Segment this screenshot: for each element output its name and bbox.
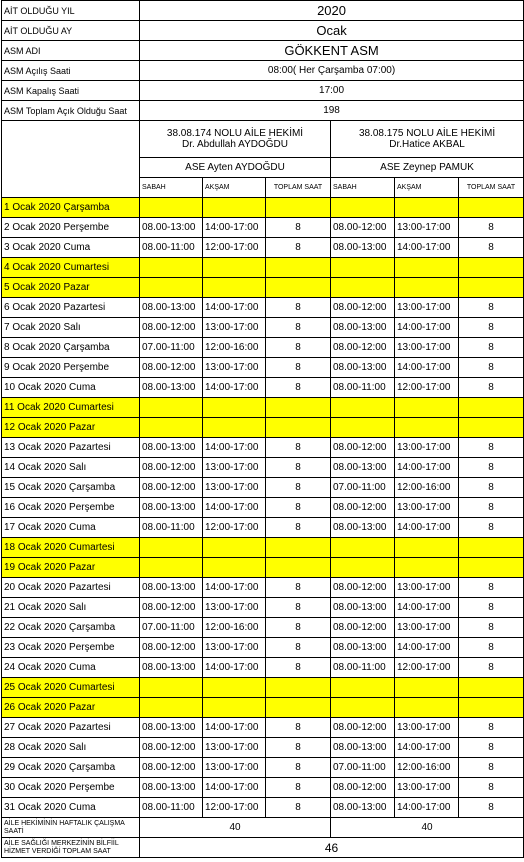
doctor-2-sabah: [331, 278, 395, 298]
doctor-1-aksam: 13:00-17:00: [203, 358, 266, 378]
day-date: 1 Ocak 2020 Çarşamba: [2, 198, 140, 218]
day-date: 30 Ocak 2020 Perşembe: [2, 778, 140, 798]
info-row-year: [2, 1, 524, 21]
day-date: 18 Ocak 2020 Cumartesi: [2, 538, 140, 558]
info-row-opening: [2, 61, 524, 81]
day-row: [2, 238, 524, 258]
doctor-2-toplam: 8: [459, 238, 524, 258]
doctor-1-sabah: [140, 418, 203, 438]
doctor-1-aksam: 12:00-16:00: [203, 618, 266, 638]
day-date: 6 Ocak 2020 Pazartesi: [2, 298, 140, 318]
doctor-1-header: [140, 121, 331, 158]
doctor-2-aksam: 13:00-17:00: [395, 438, 459, 458]
doctor-2-sabah: 08.00-13:00: [331, 318, 395, 338]
doctor-2-toplam: 8: [459, 458, 524, 478]
doctor-2-aksam: 14:00-17:00: [395, 598, 459, 618]
doctor-1-name: Dr. Abdullah AYDOĞDU: [182, 139, 288, 150]
day-date: 10 Ocak 2020 Cuma: [2, 378, 140, 398]
doctor-2-aksam: 13:00-17:00: [395, 578, 459, 598]
doctor-2-toplam: [459, 698, 524, 718]
weekly-hours-doctor-1: 40: [140, 818, 331, 838]
day-row: [2, 798, 524, 818]
doctor-2-aksam: 12:00-16:00: [395, 478, 459, 498]
doctor-2-sabah: 08.00-12:00: [331, 618, 395, 638]
day-date: 23 Ocak 2020 Perşembe: [2, 638, 140, 658]
doctor-1-sabah: 07.00-11:00: [140, 338, 203, 358]
doctor-1-aksam: 13:00-17:00: [203, 738, 266, 758]
doctor-2-aksam: 14:00-17:00: [395, 238, 459, 258]
doctor-2-sabah: 08.00-12:00: [331, 718, 395, 738]
day-row: [2, 738, 524, 758]
doctor-2-sabah: 08.00-12:00: [331, 338, 395, 358]
doctor-1-aksam: [203, 418, 266, 438]
doctor-1-sabah: 08.00-13:00: [140, 218, 203, 238]
doctor-2-sabah: 08.00-13:00: [331, 518, 395, 538]
doctor-2-aksam: [395, 398, 459, 418]
blank-header-cell: [2, 121, 140, 198]
day-date: 26 Ocak 2020 Pazar: [2, 698, 140, 718]
doctor-1-toplam: 8: [266, 598, 331, 618]
day-date: 24 Ocak 2020 Cuma: [2, 658, 140, 678]
doctor-2-sabah: [331, 198, 395, 218]
doctor-2-toplam: 8: [459, 338, 524, 358]
col-sabah: SABAH: [140, 178, 203, 198]
doctor-1-toplam: 8: [266, 638, 331, 658]
doctor-1-toplam: 8: [266, 298, 331, 318]
doctor-1-sabah: 08.00-13:00: [140, 498, 203, 518]
doctor-1-ase: ASE Ayten AYDOĞDU: [140, 158, 331, 178]
doctor-2-toplam: 8: [459, 218, 524, 238]
day-row: [2, 218, 524, 238]
doctor-2-sabah: 08.00-12:00: [331, 498, 395, 518]
doctor-2-sabah: 08.00-13:00: [331, 358, 395, 378]
info-value: GÖKKENT ASM: [140, 41, 524, 61]
doctor-2-sabah: [331, 698, 395, 718]
doctor-1-toplam: 8: [266, 778, 331, 798]
doctor-1-aksam: [203, 198, 266, 218]
doctor-1-toplam: 8: [266, 238, 331, 258]
doctor-1-aksam: 13:00-17:00: [203, 318, 266, 338]
doctor-2-aksam: 14:00-17:00: [395, 798, 459, 818]
doctor-1-aksam: 14:00-17:00: [203, 498, 266, 518]
day-row: [2, 498, 524, 518]
doctor-2-sabah: [331, 538, 395, 558]
day-date: 17 Ocak 2020 Cuma: [2, 518, 140, 538]
day-row: [2, 758, 524, 778]
doctor-2-aksam: [395, 558, 459, 578]
holiday-row: [2, 258, 524, 278]
doctor-2-sabah: 08.00-13:00: [331, 738, 395, 758]
doctor-1-toplam: 8: [266, 518, 331, 538]
holiday-row: [2, 198, 524, 218]
info-row-total-open: [2, 101, 524, 121]
col-toplam: TOPLAM SAAT: [459, 178, 524, 198]
day-date: 4 Ocak 2020 Cumartesi: [2, 258, 140, 278]
total-hours-row: [2, 838, 524, 858]
weekly-hours-row: [2, 818, 524, 838]
doctor-2-sabah: 08.00-12:00: [331, 298, 395, 318]
doctor-1-sabah: 08.00-13:00: [140, 298, 203, 318]
doctor-1-aksam: 13:00-17:00: [203, 478, 266, 498]
doctor-2-sabah: [331, 558, 395, 578]
doctor-2-ase: ASE Zeynep PAMUK: [331, 158, 524, 178]
day-date: 3 Ocak 2020 Cuma: [2, 238, 140, 258]
doctor-2-aksam: 13:00-17:00: [395, 298, 459, 318]
doctor-2-aksam: 13:00-17:00: [395, 778, 459, 798]
day-date: 9 Ocak 2020 Perşembe: [2, 358, 140, 378]
doctor-2-sabah: 08.00-12:00: [331, 778, 395, 798]
doctor-2-sabah: 08.00-13:00: [331, 238, 395, 258]
doctor-2-toplam: 8: [459, 798, 524, 818]
weekly-hours-label: AİLE HEKİMİNİN HAFTALIK ÇALIŞMA SAATİ: [2, 818, 140, 838]
doctor-1-toplam: 8: [266, 458, 331, 478]
day-date: 14 Ocak 2020 Salı: [2, 458, 140, 478]
doctor-2-aksam: [395, 418, 459, 438]
total-hours-label: AİLE SAĞLIĞI MERKEZİNİN BİLFİİL HİZMET VERDİĞİ TOPLAM SAAT: [2, 838, 140, 858]
holiday-row: [2, 698, 524, 718]
doctor-1-toplam: 8: [266, 378, 331, 398]
doctor-1-toplam: [266, 398, 331, 418]
col-aksam: AKŞAM: [395, 178, 459, 198]
doctor-2-toplam: 8: [459, 358, 524, 378]
day-row: [2, 578, 524, 598]
info-value: 198: [140, 101, 524, 121]
doctor-1-toplam: [266, 418, 331, 438]
day-date: 16 Ocak 2020 Perşembe: [2, 498, 140, 518]
doctor-2-sabah: 07.00-11:00: [331, 758, 395, 778]
doctor-1-aksam: 13:00-17:00: [203, 638, 266, 658]
day-row: [2, 598, 524, 618]
info-row-closing: [2, 81, 524, 101]
doctor-2-toplam: 8: [459, 578, 524, 598]
doctor-2-sabah: [331, 398, 395, 418]
doctor-1-aksam: 14:00-17:00: [203, 658, 266, 678]
doctor-1-aksam: 14:00-17:00: [203, 218, 266, 238]
day-date: 22 Ocak 2020 Çarşamba: [2, 618, 140, 638]
doctor-2-toplam: 8: [459, 618, 524, 638]
doctor-1-toplam: [266, 258, 331, 278]
holiday-row: [2, 558, 524, 578]
doctor-1-aksam: 14:00-17:00: [203, 378, 266, 398]
doctor-1-toplam: [266, 278, 331, 298]
doctor-2-aksam: [395, 198, 459, 218]
info-row-asm-name: [2, 41, 524, 61]
doctor-1-aksam: 14:00-17:00: [203, 298, 266, 318]
day-date: 29 Ocak 2020 Çarşamba: [2, 758, 140, 778]
doctor-1-aksam: 12:00-17:00: [203, 518, 266, 538]
day-row: [2, 338, 524, 358]
info-value: 08:00( Her Çarşamba 07:00): [140, 61, 524, 81]
doctor-2-aksam: 14:00-17:00: [395, 458, 459, 478]
doctor-2-aksam: 13:00-17:00: [395, 338, 459, 358]
doctor-1-aksam: [203, 278, 266, 298]
doctor-1-aksam: [203, 398, 266, 418]
doctor-2-toplam: 8: [459, 378, 524, 398]
holiday-row: [2, 398, 524, 418]
doctor-2-aksam: 14:00-17:00: [395, 318, 459, 338]
doctor-2-sabah: 08.00-13:00: [331, 798, 395, 818]
doctor-2-unit: 38.08.175 NOLU AİLE HEKİMİ: [358, 128, 496, 139]
doctor-1-aksam: 12:00-17:00: [203, 798, 266, 818]
day-row: [2, 378, 524, 398]
doctor-2-toplam: [459, 538, 524, 558]
weekly-hours-doctor-2: 40: [331, 818, 524, 838]
doctor-1-sabah: [140, 538, 203, 558]
doctor-2-aksam: 14:00-17:00: [395, 358, 459, 378]
day-date: 20 Ocak 2020 Pazartesi: [2, 578, 140, 598]
info-label: ASM ADI: [2, 41, 140, 61]
schedule-table: [1, 0, 524, 858]
doctor-1-aksam: [203, 678, 266, 698]
doctor-1-aksam: 14:00-17:00: [203, 438, 266, 458]
day-date: 11 Ocak 2020 Cumartesi: [2, 398, 140, 418]
doctor-1-aksam: [203, 538, 266, 558]
doctor-1-toplam: [266, 538, 331, 558]
doctor-2-sabah: 08.00-12:00: [331, 438, 395, 458]
doctor-1-aksam: [203, 558, 266, 578]
doctor-1-sabah: 08.00-12:00: [140, 478, 203, 498]
doctor-1-sabah: 08.00-12:00: [140, 638, 203, 658]
info-value: 17:00: [140, 81, 524, 101]
doctor-1-toplam: 8: [266, 618, 331, 638]
info-value: 2020: [140, 1, 524, 21]
doctor-2-toplam: 8: [459, 638, 524, 658]
doctor-1-aksam: 14:00-17:00: [203, 778, 266, 798]
day-row: [2, 618, 524, 638]
doctor-2-sabah: [331, 678, 395, 698]
doctor-1-sabah: [140, 678, 203, 698]
doctor-1-sabah: 08.00-13:00: [140, 718, 203, 738]
doctor-2-aksam: 13:00-17:00: [395, 218, 459, 238]
day-date: 31 Ocak 2020 Cuma: [2, 798, 140, 818]
day-date: 13 Ocak 2020 Pazartesi: [2, 438, 140, 458]
info-label: ASM Toplam Açık Olduğu Saat: [2, 101, 140, 121]
doctor-2-toplam: 8: [459, 758, 524, 778]
col-sabah: SABAH: [331, 178, 395, 198]
holiday-row: [2, 678, 524, 698]
doctor-2-toplam: [459, 398, 524, 418]
doctor-1-toplam: 8: [266, 758, 331, 778]
doctor-2-toplam: 8: [459, 318, 524, 338]
doctor-2-sabah: 07.00-11:00: [331, 478, 395, 498]
day-row: [2, 718, 524, 738]
doctor-1-sabah: [140, 198, 203, 218]
doctor-1-sabah: 08.00-12:00: [140, 358, 203, 378]
day-row: [2, 458, 524, 478]
doctor-2-aksam: [395, 538, 459, 558]
doctor-2-toplam: [459, 418, 524, 438]
doctor-2-header: [331, 121, 524, 158]
doctor-1-toplam: 8: [266, 718, 331, 738]
doctor-1-sabah: 07.00-11:00: [140, 618, 203, 638]
info-label: AİT OLDUĞU AY: [2, 21, 140, 41]
doctor-2-toplam: 8: [459, 298, 524, 318]
info-row-month: [2, 21, 524, 41]
doctor-2-sabah: 08.00-13:00: [331, 598, 395, 618]
doctor-2-aksam: 14:00-17:00: [395, 738, 459, 758]
doctor-2-sabah: 08.00-11:00: [331, 658, 395, 678]
day-date: 12 Ocak 2020 Pazar: [2, 418, 140, 438]
doctor-1-toplam: 8: [266, 438, 331, 458]
doctor-1-sabah: 08.00-12:00: [140, 318, 203, 338]
doctor-1-sabah: 08.00-13:00: [140, 658, 203, 678]
doctor-1-sabah: 08.00-12:00: [140, 738, 203, 758]
doctor-1-toplam: [266, 558, 331, 578]
doctor-2-sabah: 08.00-11:00: [331, 378, 395, 398]
doctor-1-sabah: [140, 398, 203, 418]
holiday-row: [2, 538, 524, 558]
doctor-1-aksam: 14:00-17:00: [203, 718, 266, 738]
doctor-2-sabah: 08.00-13:00: [331, 458, 395, 478]
day-date: 5 Ocak 2020 Pazar: [2, 278, 140, 298]
doctor-2-toplam: [459, 678, 524, 698]
doctor-1-sabah: 08.00-11:00: [140, 798, 203, 818]
day-row: [2, 298, 524, 318]
info-label: ASM Açılış Saati: [2, 61, 140, 81]
doctor-2-toplam: 8: [459, 598, 524, 618]
doctor-2-aksam: [395, 698, 459, 718]
doctor-2-aksam: [395, 258, 459, 278]
doctor-1-sabah: [140, 698, 203, 718]
col-toplam: TOPLAM SAAT: [266, 178, 331, 198]
day-date: 2 Ocak 2020 Perşembe: [2, 218, 140, 238]
doctor-2-aksam: 13:00-17:00: [395, 618, 459, 638]
doctor-1-sabah: 08.00-13:00: [140, 438, 203, 458]
info-value: Ocak: [140, 21, 524, 41]
doctor-2-aksam: 13:00-17:00: [395, 718, 459, 738]
doctor-2-toplam: 8: [459, 658, 524, 678]
day-row: [2, 318, 524, 338]
holiday-row: [2, 278, 524, 298]
day-date: 15 Ocak 2020 Çarşamba: [2, 478, 140, 498]
doctor-2-name: Dr.Hatice AKBAL: [389, 139, 465, 150]
doctor-2-toplam: 8: [459, 778, 524, 798]
doctor-2-aksam: 12:00-17:00: [395, 378, 459, 398]
doctor-2-toplam: [459, 558, 524, 578]
doctor-1-toplam: 8: [266, 218, 331, 238]
day-date: 19 Ocak 2020 Pazar: [2, 558, 140, 578]
doctor-1-aksam: [203, 258, 266, 278]
doctor-1-toplam: 8: [266, 338, 331, 358]
doctor-2-toplam: [459, 278, 524, 298]
day-date: 25 Ocak 2020 Cumartesi: [2, 678, 140, 698]
doctor-2-aksam: 14:00-17:00: [395, 518, 459, 538]
doctor-2-toplam: 8: [459, 498, 524, 518]
info-label: ASM Kapalış Saati: [2, 81, 140, 101]
days-body: [2, 198, 524, 818]
day-date: 21 Ocak 2020 Salı: [2, 598, 140, 618]
doctor-1-sabah: 08.00-13:00: [140, 578, 203, 598]
doctor-1-aksam: [203, 698, 266, 718]
col-aksam: AKŞAM: [203, 178, 266, 198]
doctor-1-sabah: 08.00-13:00: [140, 378, 203, 398]
doctor-2-sabah: 08.00-13:00: [331, 638, 395, 658]
doctor-1-sabah: [140, 558, 203, 578]
doctor-1-sabah: 08.00-11:00: [140, 238, 203, 258]
day-row: [2, 438, 524, 458]
doctor-1-sabah: 08.00-12:00: [140, 458, 203, 478]
doctor-2-sabah: 08.00-12:00: [331, 218, 395, 238]
day-row: [2, 358, 524, 378]
doctor-1-toplam: 8: [266, 578, 331, 598]
doctor-1-toplam: 8: [266, 798, 331, 818]
doctor-1-toplam: [266, 198, 331, 218]
doctor-2-aksam: 12:00-16:00: [395, 758, 459, 778]
doctor-1-sabah: 08.00-11:00: [140, 518, 203, 538]
doctor-1-sabah: 08.00-12:00: [140, 598, 203, 618]
doctor-2-toplam: 8: [459, 738, 524, 758]
day-date: 28 Ocak 2020 Salı: [2, 738, 140, 758]
doctor-1-sabah: 08.00-12:00: [140, 758, 203, 778]
doctor-1-sabah: [140, 278, 203, 298]
doctor-1-toplam: [266, 678, 331, 698]
doctor-1-toplam: 8: [266, 738, 331, 758]
doctor-2-toplam: 8: [459, 518, 524, 538]
day-date: 27 Ocak 2020 Pazartesi: [2, 718, 140, 738]
day-row: [2, 778, 524, 798]
day-date: 7 Ocak 2020 Salı: [2, 318, 140, 338]
doctor-2-aksam: 14:00-17:00: [395, 638, 459, 658]
day-row: [2, 518, 524, 538]
doctor-1-sabah: [140, 258, 203, 278]
doctor-1-aksam: 12:00-16:00: [203, 338, 266, 358]
doctor-1-aksam: 12:00-17:00: [203, 238, 266, 258]
holiday-row: [2, 418, 524, 438]
doctor-2-sabah: [331, 258, 395, 278]
doctor-2-toplam: 8: [459, 478, 524, 498]
doctor-2-toplam: [459, 198, 524, 218]
doctor-1-unit: 38.08.174 NOLU AİLE HEKİMİ: [166, 128, 304, 139]
doctor-2-aksam: 13:00-17:00: [395, 498, 459, 518]
doctor-1-toplam: 8: [266, 498, 331, 518]
day-row: [2, 638, 524, 658]
day-row: [2, 658, 524, 678]
doctor-2-toplam: 8: [459, 438, 524, 458]
day-row: [2, 478, 524, 498]
doctor-1-aksam: 13:00-17:00: [203, 758, 266, 778]
doctor-1-toplam: [266, 698, 331, 718]
doctor-2-aksam: 12:00-17:00: [395, 658, 459, 678]
doctor-2-sabah: 08.00-12:00: [331, 578, 395, 598]
doctor-2-sabah: [331, 418, 395, 438]
doctor-1-sabah: 08.00-13:00: [140, 778, 203, 798]
doctor-1-toplam: 8: [266, 658, 331, 678]
doctor-1-aksam: 13:00-17:00: [203, 598, 266, 618]
doctor-1-toplam: 8: [266, 318, 331, 338]
doctor-header-row: [2, 121, 524, 158]
info-label: AİT OLDUĞU YIL: [2, 1, 140, 21]
doctor-1-toplam: 8: [266, 358, 331, 378]
doctor-2-toplam: [459, 258, 524, 278]
doctor-1-aksam: 14:00-17:00: [203, 578, 266, 598]
doctor-1-toplam: 8: [266, 478, 331, 498]
day-date: 8 Ocak 2020 Çarşamba: [2, 338, 140, 358]
doctor-1-aksam: 13:00-17:00: [203, 458, 266, 478]
doctor-2-aksam: [395, 278, 459, 298]
doctor-2-aksam: [395, 678, 459, 698]
total-hours-value: 46: [140, 838, 524, 858]
doctor-2-toplam: 8: [459, 718, 524, 738]
